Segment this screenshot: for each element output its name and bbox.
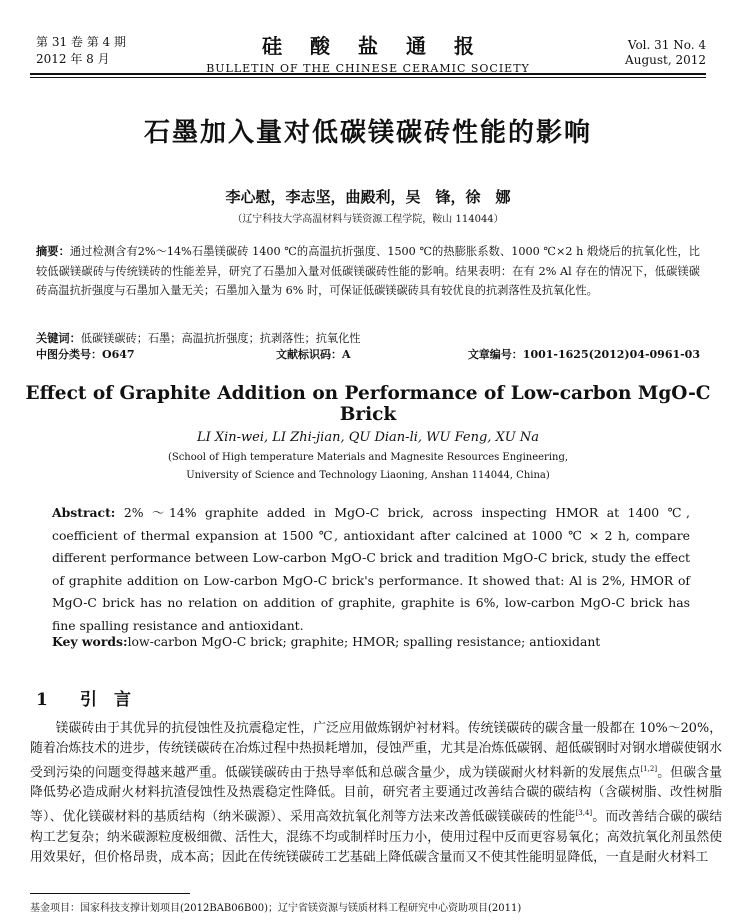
abstract-en bbox=[52, 502, 690, 637]
header-rule bbox=[30, 73, 706, 75]
clc-number: 中图分类号：O647 bbox=[36, 348, 135, 361]
intro-text-3: 。而改善结合碳的碳结构工艺复杂；纳米碳源粒度极细微、活性大，混练不均或制样时压力小，使用过程中反而更容易氧化；高效抗氧化剂虽然使用效果好，但价格昂贵，成本高；因此在传统镁碳砖工艺基础上降低碳含量而又不使其性能明显降低，一直是耐火材料工 bbox=[30, 809, 723, 865]
abstract-label-en: Abstract: bbox=[52, 505, 116, 520]
article-number: 文章编号：1001-1625(2012)04-0961-03 bbox=[467, 348, 700, 361]
abstract-cn bbox=[36, 242, 700, 301]
volume-info-en bbox=[625, 38, 706, 68]
keywords-cn bbox=[36, 329, 700, 348]
intro-text-1: 镁碳砖由于其优异的抗侵蚀性及抗震稳定性，广泛应用做炼钢炉衬材料。传统镁碳砖的碳含量一般都在 10%～20%，随着冶炼技术的进步，传统镁碳砖在冶炼过程中热损耗增加，侵蚀严重，尤其是冶炼低碳钢、超低碳钢时对钢水增碳使钢水受到污染的问题变得越来越严重。低碳镁碳砖由于热导率低和总碳含量少，成为镁碳耐火材料新的发展焦点 bbox=[30, 721, 722, 781]
section-title: 引 言 bbox=[80, 690, 131, 710]
volume-issue: 第 31 卷 第 4 期 bbox=[36, 35, 126, 49]
funding-footnote: 基金项目：国家科技支撑计划项目(2012BAB06B00)；辽宁省镁资源与镁质材料工程研究中心资助项目(2011) bbox=[30, 903, 522, 914]
affiliation-cn: （辽宁科技大学高温材料与镁资源工程学院，鞍山 114044） bbox=[232, 214, 504, 225]
issue-date-en: August, 2012 bbox=[625, 53, 706, 67]
keywords-en bbox=[52, 633, 690, 651]
abstract-text-en: 2% ～14% graphite added in MgO-C brick, across inspecting HMOR at 1400 ℃, coefficient of thermal expansion at 1500 ℃, antioxidant after calcined at 1000 ℃ × 2 h, compare different performance between Low-carbon MgO-C brick and tradition MgO-C brick, study the effect of graphite addition on Low-carbon MgO-C brick's performance. It showed that: Al is 2%, HMOR of MgO-C brick has no relation on addition of graphite, graphite is 6%, low-carbon MgO-C brick has fine spalling resistance and antioxidant. bbox=[52, 505, 690, 633]
section-heading bbox=[36, 685, 131, 710]
paper-title-cn: 石墨加入量对低碳镁碳砖性能的影响 bbox=[143, 118, 592, 148]
citation-1: [1,2] bbox=[640, 765, 658, 773]
footnote-rule bbox=[30, 893, 190, 894]
abstract-text-cn: 通过检测含有2%～14%石墨镁碳砖 1400 ℃的高温抗折强度、1500 ℃的热膨胀系数、1000 ℃×2 h 煅烧后的抗氧化性，比较低碳镁碳砖与传统镁砖的性能差异，研究了石墨加入量对低碳镁碳砖性能的影响。结果表明：在有 2% Al 存在的情况下，低碳镁碳砖高温抗折强度与石墨加入量无关；石墨加入量为 6% 时，可保证低碳镁碳砖具有较优良的抗剥落性及抗氧化性。 bbox=[36, 245, 700, 297]
affiliation-en bbox=[0, 449, 736, 485]
issue-date: 2012 年 8 月 bbox=[36, 52, 110, 66]
keywords-label-en: Key words: bbox=[52, 634, 128, 649]
volume-number-en: Vol. 31 No. 4 bbox=[627, 38, 706, 52]
section-number: 1 bbox=[36, 690, 48, 710]
introduction-paragraph bbox=[30, 719, 722, 868]
authors-cn: 李心慰，李志坚，曲殿利，吴 锋，徐 娜 bbox=[225, 188, 511, 206]
header-rule-thin bbox=[30, 77, 706, 78]
journal-name-cn: 硅酸盐通报 bbox=[262, 34, 502, 58]
document-code: 文献标识码：A bbox=[276, 348, 351, 361]
keywords-text-en: low-carbon MgO-C brick; graphite; HMOR; spalling resistance; antioxidant bbox=[127, 634, 601, 649]
affiliation-en-line2: University of Science and Technology Liaoning, Anshan 114044, China) bbox=[186, 470, 550, 481]
citation-2: [3,4] bbox=[575, 809, 593, 818]
journal-name-en: BULLETIN OF THE CHINESE CERAMIC SOCIETY bbox=[206, 62, 530, 75]
paper-title-en: Effect of Graphite Addition on Performance of Low-carbon MgO-C Brick bbox=[25, 383, 711, 425]
abstract-label-cn: 摘要： bbox=[36, 244, 70, 258]
intro-text-2: 。但碳含量降低势必造成耐火材料抗渣侵蚀性及热震稳定性降低。目前，研究者主要通过改善结合碳的碳结构（含碳树脂、改性树脂等）、优化镁碳材料的基质结构（纳米碳源）、采用高效抗氧化剂等方法来改善低碳镁碳砖的性能 bbox=[30, 765, 723, 825]
affiliation-en-line1: (School of High temperature Materials and Magnesite Resources Engineering, bbox=[167, 452, 569, 463]
keywords-text-cn: 低碳镁碳砖；石墨；高温抗折强度；抗剥落性；抗氧化性 bbox=[80, 332, 361, 345]
keywords-label-cn: 关键词： bbox=[36, 331, 81, 345]
authors-en: LI Xin-wei, LI Zhi-jian, QU Dian-li, WU Feng, XU Na bbox=[196, 430, 540, 445]
